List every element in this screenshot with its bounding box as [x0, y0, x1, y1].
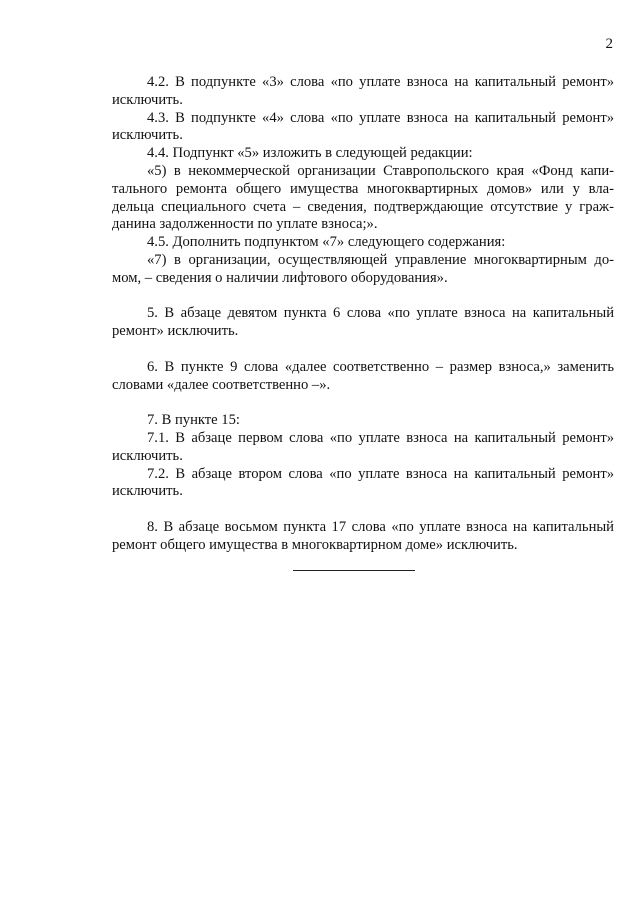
- paragraph: [112, 412, 614, 430]
- paragraph-line: 7.1. В абзаце первом слова «по уплате взноса на капитальный ремонт»: [147, 429, 614, 446]
- paragraph-line: словами «далее соответственно –».: [112, 376, 331, 393]
- paragraph: [112, 145, 614, 163]
- paragraph: [112, 163, 614, 234]
- paragraph-line: 7.2. В абзаце втором слова «по уплате взноса на капитальный ремонт»: [147, 465, 614, 482]
- paragraph: [112, 519, 614, 555]
- paragraph: [112, 234, 614, 252]
- paragraph: [112, 74, 614, 110]
- document-body: [112, 74, 614, 555]
- paragraph-line: мом, – сведения о наличии лифтового оборудования».: [112, 269, 448, 286]
- paragraph-line: исключить.: [112, 91, 183, 108]
- paragraph-line: ремонт общего имущества в многоквартирном доме» исключить.: [112, 536, 518, 553]
- paragraph: [112, 252, 614, 288]
- paragraph-line: исключить.: [112, 127, 183, 144]
- end-of-text-rule: [293, 570, 415, 571]
- paragraph-spacer: [112, 394, 614, 412]
- paragraph-line: 4.4. Подпункт «5» изложить в следующей редакции:: [147, 145, 473, 162]
- paragraph-line: тального ремонта общего имущества многоквартирных домов» или у вла-: [112, 180, 614, 197]
- paragraph-line: 7. В пункте 15:: [147, 412, 240, 429]
- paragraph-line: ремонт» исключить.: [112, 323, 239, 340]
- paragraph: [112, 359, 614, 395]
- paragraph: [112, 110, 614, 146]
- paragraph-line: данина задолженности по уплате взноса;».: [112, 216, 378, 233]
- paragraph-spacer: [112, 501, 614, 519]
- paragraph-line: «7) в организации, осуществляющей управление многоквартирным до-: [147, 251, 614, 268]
- paragraph: [112, 305, 614, 341]
- paragraph: [112, 430, 614, 466]
- page-number: 2: [605, 36, 613, 52]
- paragraph: [112, 466, 614, 502]
- paragraph-line: 6. В пункте 9 слова «далее соответственно – размер взноса,» заменить: [147, 358, 614, 375]
- paragraph-line: «5) в некоммерческой организации Ставропольского края «Фонд капи-: [147, 162, 614, 179]
- paragraph-spacer: [112, 288, 614, 306]
- paragraph-line: 5. В абзаце девятом пункта 6 слова «по уплате взноса на капитальный: [147, 305, 614, 322]
- paragraph-line: 4.2. В подпункте «3» слова «по уплате взноса на капитальный ремонт»: [147, 74, 614, 90]
- paragraph-line: 8. В абзаце восьмом пункта 17 слова «по уплате взноса на капитальный: [147, 518, 614, 535]
- paragraph-line: исключить.: [112, 483, 183, 500]
- paragraph-line: 4.3. В подпункте «4» слова «по уплате взноса на капитальный ремонт»: [147, 109, 614, 126]
- paragraph-line: 4.5. Дополнить подпунктом «7» следующего содержания:: [147, 234, 506, 251]
- paragraph-spacer: [112, 341, 614, 359]
- paragraph-line: исключить.: [112, 447, 183, 464]
- paragraph-line: дельца специального счета – сведения, подтверждающие отсутствие у граж-: [112, 198, 614, 215]
